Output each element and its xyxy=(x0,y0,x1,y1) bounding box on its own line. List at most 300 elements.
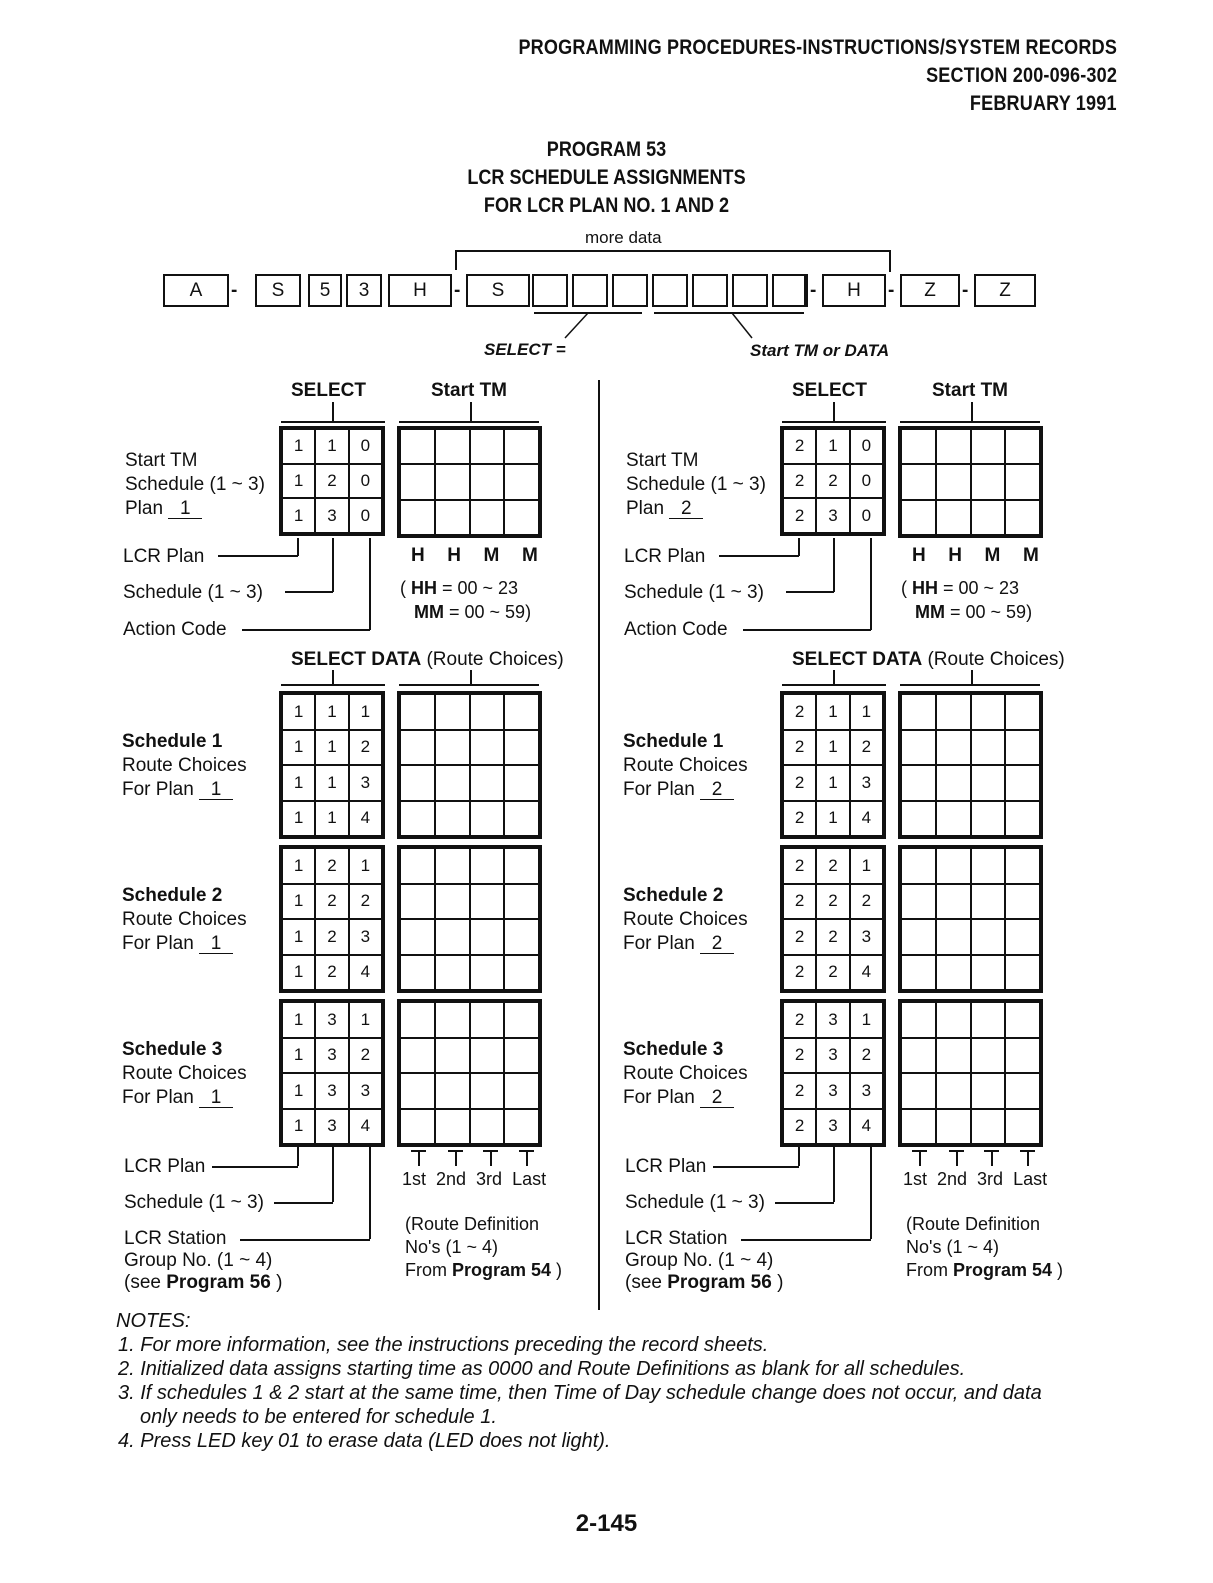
route-choices-word: (Route Choices) xyxy=(426,649,564,670)
select-cell: 1 xyxy=(315,765,348,801)
lcr-plan-label: LCR Plan xyxy=(123,546,205,567)
hh-key: HH xyxy=(912,578,938,598)
select-cell: 0 xyxy=(850,464,883,499)
schedule-range-label: Schedule (1 ~ 3) xyxy=(123,582,263,603)
select-cell: 4 xyxy=(850,955,883,991)
ordinal-tick xyxy=(526,1150,528,1166)
route-data-cell xyxy=(901,955,936,991)
route-data-cell xyxy=(936,694,971,730)
route-data-cell xyxy=(435,1002,470,1038)
route-data-cell xyxy=(400,955,435,991)
for-plan-word: For Plan xyxy=(623,779,695,800)
select-cell: 2 xyxy=(783,498,816,533)
plan-side-label xyxy=(125,498,202,520)
route-data-grid xyxy=(397,845,542,993)
select-cell: 2 xyxy=(315,955,348,991)
leader-line xyxy=(870,538,872,630)
schedule-name: Schedule 2 xyxy=(623,885,724,906)
select-cell: 1 xyxy=(282,765,315,801)
route-data-cell xyxy=(936,1109,971,1145)
route-data-cell xyxy=(400,694,435,730)
select-cell: 3 xyxy=(315,1038,348,1074)
select-cell: 4 xyxy=(349,801,382,837)
start-tm-cell xyxy=(435,464,470,499)
key-dash: - xyxy=(962,280,969,301)
route-data-cell xyxy=(435,1038,470,1074)
more-data-arrow xyxy=(455,250,457,270)
route-data-cell xyxy=(504,730,539,766)
leader-line xyxy=(786,591,834,593)
select-cell: 4 xyxy=(850,1109,883,1145)
route-data-grid xyxy=(898,845,1043,993)
route-data-cell xyxy=(901,848,936,884)
select-cell: 2 xyxy=(783,919,816,955)
schedule-select-grid xyxy=(279,999,385,1147)
route-data-cell xyxy=(470,1038,505,1074)
ordinal-tick-cap xyxy=(1020,1150,1035,1152)
select-data-rule xyxy=(782,684,886,686)
start-tm-cell xyxy=(400,500,435,535)
action-code-label: Action Code xyxy=(123,619,227,640)
data-tick xyxy=(971,670,973,684)
mm-range-label xyxy=(915,602,1032,623)
key-box: S xyxy=(466,274,530,307)
for-plan-label xyxy=(122,779,233,801)
start-tm-cell xyxy=(936,464,971,499)
route-data-cell xyxy=(504,1109,539,1145)
center-divider xyxy=(598,380,600,1310)
select-cell: 2 xyxy=(783,464,816,499)
key-dash: - xyxy=(810,280,817,301)
plan-number: 2 xyxy=(700,781,734,800)
route-data-cell xyxy=(400,765,435,801)
route-data-cell xyxy=(901,1109,936,1145)
more-data-bracket xyxy=(456,250,890,252)
route-data-cell xyxy=(936,1038,971,1074)
select-header: SELECT xyxy=(291,380,366,401)
route-data-cell xyxy=(400,1073,435,1109)
select-cell: 3 xyxy=(816,1109,849,1145)
select-cell: 1 xyxy=(315,801,348,837)
start-header-tick xyxy=(971,402,973,421)
route-data-cell xyxy=(901,694,936,730)
select-cell: 1 xyxy=(282,498,315,533)
route-data-cell xyxy=(435,1073,470,1109)
select-cell: 1 xyxy=(315,730,348,766)
hh-open: ( xyxy=(400,578,411,598)
data-tick xyxy=(470,670,472,684)
plan-number: 2 xyxy=(700,935,734,954)
route-choices-label: Route Choices xyxy=(122,909,247,930)
hh-range-label xyxy=(901,578,1019,599)
schedule-select-grid xyxy=(780,691,886,839)
route-data-cell xyxy=(504,848,539,884)
select-cell: 3 xyxy=(315,1002,348,1038)
ordinal-tick-cap xyxy=(912,1150,927,1152)
select-cell: 1 xyxy=(349,694,382,730)
select-cell: 3 xyxy=(349,919,382,955)
start-tm-cell xyxy=(901,464,936,499)
route-data-grid xyxy=(898,999,1043,1147)
select-cell: 2 xyxy=(850,1038,883,1074)
select-header-tick xyxy=(833,402,835,421)
ordinal-labels: 1st 2nd 3rd Last xyxy=(903,1169,1048,1189)
plan-number: 1 xyxy=(199,781,233,800)
route-data-cell xyxy=(901,1038,936,1074)
start-tm-cell xyxy=(1005,429,1040,464)
select-data-header xyxy=(792,649,1065,671)
select-cell: 1 xyxy=(282,955,315,991)
leader-line xyxy=(775,1202,834,1204)
select-cell: 1 xyxy=(282,1073,315,1109)
select-cell: 2 xyxy=(783,1038,816,1074)
select-cell: 1 xyxy=(282,464,315,499)
route-definition-label: (Route Definition xyxy=(405,1214,540,1234)
route-data-cell xyxy=(435,884,470,920)
leader-line xyxy=(274,1202,333,1204)
note-4: 4. Press LED key 01 to erase data (LED does not light). xyxy=(118,1430,611,1452)
hh-key: HH xyxy=(411,578,437,598)
route-data-cell xyxy=(504,884,539,920)
schedule-range-side-label: Schedule (1 ~ 3) xyxy=(626,474,766,495)
select-cell: 2 xyxy=(816,464,849,499)
select-cell: 2 xyxy=(783,765,816,801)
route-data-cell xyxy=(971,730,1006,766)
page-number: 2-145 xyxy=(575,1510,638,1537)
start-header-rule xyxy=(399,421,539,423)
select-data-tick xyxy=(332,670,334,684)
start-tm-cell xyxy=(504,464,539,499)
route-data-cell xyxy=(936,848,971,884)
select-cell: 1 xyxy=(315,429,348,464)
select-cell: 1 xyxy=(850,694,883,730)
route-choices-label: Route Choices xyxy=(122,1063,247,1084)
select-cell: 2 xyxy=(850,884,883,920)
see-open: (see xyxy=(124,1272,167,1293)
route-data-cell xyxy=(435,765,470,801)
start-header-rule xyxy=(900,421,1040,423)
select-header-tick xyxy=(332,402,334,421)
route-data-cell xyxy=(470,801,505,837)
select-header-rule xyxy=(782,421,886,423)
route-choices-label: Route Choices xyxy=(623,909,748,930)
select-word: SELECT xyxy=(792,649,867,670)
route-data-cell xyxy=(971,1073,1006,1109)
start-tm-cell xyxy=(470,464,505,499)
schedule-select-grid xyxy=(780,999,886,1147)
plan-number: 2 xyxy=(700,1089,734,1108)
bracket-lines xyxy=(0,300,1213,360)
for-plan-word: For Plan xyxy=(122,779,194,800)
route-data-cell xyxy=(936,1073,971,1109)
route-data-grid xyxy=(397,691,542,839)
key-box: Z xyxy=(974,274,1036,307)
route-data-cell xyxy=(936,730,971,766)
select-cell: 3 xyxy=(349,1073,382,1109)
route-data-cell xyxy=(435,955,470,991)
start-tm-cell xyxy=(971,464,1006,499)
for-plan-label xyxy=(122,933,233,955)
more-data-label: more data xyxy=(585,228,662,247)
schedule-select-grid xyxy=(279,845,385,993)
ordinal-labels: 1st 2nd 3rd Last xyxy=(402,1169,547,1189)
see-program-label xyxy=(625,1272,783,1294)
route-data-cell xyxy=(936,765,971,801)
select-cell: 1 xyxy=(282,730,315,766)
route-data-cell xyxy=(1005,884,1040,920)
key-dash: - xyxy=(888,280,895,301)
plan-number: 2 xyxy=(669,500,703,519)
route-data-cell xyxy=(435,730,470,766)
select-cell: 2 xyxy=(315,848,348,884)
ordinal-tick xyxy=(919,1150,921,1166)
from-open: From xyxy=(906,1260,953,1280)
mm-range-label xyxy=(414,602,531,623)
start-tm-side-label: Start TM xyxy=(626,450,699,471)
select-cell: 0 xyxy=(850,429,883,464)
select-cell: 1 xyxy=(282,694,315,730)
route-data-cell xyxy=(901,884,936,920)
route-choices-label: Route Choices xyxy=(623,755,748,776)
see-program-label xyxy=(124,1272,282,1294)
for-plan-label xyxy=(623,933,734,955)
ordinal-tick xyxy=(418,1150,420,1166)
route-data-cell xyxy=(400,1002,435,1038)
route-data-cell xyxy=(470,1073,505,1109)
group-no-label: Group No. (1 ~ 4) xyxy=(625,1250,774,1271)
group-no-label: Group No. (1 ~ 4) xyxy=(124,1250,273,1271)
note-3-cont: only needs to be entered for schedule 1. xyxy=(140,1406,497,1428)
leader-line xyxy=(369,538,371,630)
route-data-cell xyxy=(971,848,1006,884)
for-plan-label xyxy=(623,1087,734,1109)
key-box: A xyxy=(163,274,229,307)
ordinal-tick-cap xyxy=(949,1150,964,1152)
leader-line xyxy=(212,1166,298,1168)
route-data-cell xyxy=(971,955,1006,991)
route-data-cell xyxy=(971,1038,1006,1074)
select-cell: 1 xyxy=(282,429,315,464)
mm-range: = 00 ~ 59) xyxy=(945,602,1033,622)
from-program-label xyxy=(405,1260,562,1281)
select-cell: 1 xyxy=(282,848,315,884)
schedule-name: Schedule 3 xyxy=(122,1039,223,1060)
route-data-cell xyxy=(936,884,971,920)
select-cell: 3 xyxy=(816,1038,849,1074)
notes-heading: NOTES: xyxy=(116,1310,191,1332)
route-data-cell xyxy=(435,848,470,884)
start-tm-side-label: Start TM xyxy=(125,450,198,471)
select-cell: 2 xyxy=(783,1002,816,1038)
schedule-range-side-label: Schedule (1 ~ 3) xyxy=(125,474,265,495)
schedule-range-label: Schedule (1 ~ 3) xyxy=(624,582,764,603)
select-cell: 4 xyxy=(349,1109,382,1145)
select-cell: 3 xyxy=(850,765,883,801)
route-choices-label: Route Choices xyxy=(122,755,247,776)
header-line-2: SECTION 200-096-302 xyxy=(926,64,1117,87)
leader-line xyxy=(369,1147,371,1239)
route-data-cell xyxy=(936,1002,971,1038)
start-tm-cell xyxy=(470,429,505,464)
route-data-cell xyxy=(901,1002,936,1038)
select-cell: 3 xyxy=(850,1073,883,1109)
ordinal-tick xyxy=(1027,1150,1029,1166)
plan-number: 1 xyxy=(199,1089,233,1108)
data-rule xyxy=(399,684,539,686)
route-data-cell xyxy=(971,801,1006,837)
from-program-label xyxy=(906,1260,1063,1281)
route-data-cell xyxy=(435,919,470,955)
route-data-cell xyxy=(971,694,1006,730)
note-3: 3. If schedules 1 & 2 start at the same time, then Time of Day schedule change does not occur, and data xyxy=(118,1382,1042,1404)
route-data-cell xyxy=(400,848,435,884)
route-data-grid xyxy=(898,691,1043,839)
select-cell: 4 xyxy=(349,955,382,991)
leader-line xyxy=(285,591,333,593)
select-header: SELECT xyxy=(792,380,867,401)
start-tm-header: Start TM xyxy=(932,380,1008,401)
select-cell: 3 xyxy=(816,1073,849,1109)
route-data-cell xyxy=(1005,1038,1040,1074)
route-definition-label: (Route Definition xyxy=(906,1214,1041,1234)
mm-key: MM xyxy=(915,602,945,622)
select-cell: 2 xyxy=(783,848,816,884)
start-tm-cell xyxy=(1005,464,1040,499)
route-data-cell xyxy=(901,801,936,837)
start-tm-cell xyxy=(971,429,1006,464)
start-tm-cell xyxy=(901,429,936,464)
schedule-name: Schedule 1 xyxy=(623,731,724,752)
select-cell: 1 xyxy=(282,1002,315,1038)
select-cell: 1 xyxy=(816,801,849,837)
lcr-station-label: LCR Station xyxy=(625,1228,728,1249)
for-plan-word: For Plan xyxy=(122,933,194,954)
start-header-tick xyxy=(470,402,472,421)
plan-number: 1 xyxy=(168,500,202,519)
leader-line xyxy=(218,555,298,557)
route-data-cell xyxy=(400,801,435,837)
route-data-grid xyxy=(397,999,542,1147)
select-cell: 2 xyxy=(850,730,883,766)
mm-range: = 00 ~ 59) xyxy=(444,602,532,622)
leader-line xyxy=(798,1147,800,1166)
ordinal-tick-cap xyxy=(519,1150,534,1152)
select-cell: 3 xyxy=(349,765,382,801)
select-cell: 1 xyxy=(850,1002,883,1038)
select-cell: 1 xyxy=(816,730,849,766)
select-cell: 2 xyxy=(783,694,816,730)
plan-word: Plan xyxy=(626,498,665,519)
leader-line xyxy=(242,629,370,631)
leader-line xyxy=(719,555,799,557)
select-cell: 2 xyxy=(816,955,849,991)
start-tm-cell xyxy=(470,500,505,535)
route-data-cell xyxy=(901,730,936,766)
route-data-cell xyxy=(901,765,936,801)
ordinal-tick-cap xyxy=(448,1150,463,1152)
route-data-cell xyxy=(901,919,936,955)
for-plan-label xyxy=(122,1087,233,1109)
from-close: ) xyxy=(551,1260,563,1280)
hh-range: = 00 ~ 23 xyxy=(437,578,519,598)
route-data-cell xyxy=(400,730,435,766)
route-data-cell xyxy=(1005,801,1040,837)
lcr-plan-label: LCR Plan xyxy=(625,1156,707,1177)
from-close: ) xyxy=(1052,1260,1064,1280)
leader-line xyxy=(798,538,800,556)
plan-side-label xyxy=(626,498,703,520)
select-cell: 3 xyxy=(315,1109,348,1145)
program-subtitle-2: FOR LCR PLAN NO. 1 AND 2 xyxy=(483,194,730,217)
hhmm-label: H H M M xyxy=(411,545,538,566)
select-cell: 2 xyxy=(315,884,348,920)
start-select-grid xyxy=(780,426,886,536)
route-data-cell xyxy=(504,1002,539,1038)
select-cell: 2 xyxy=(349,884,382,920)
route-def-range-label: No's (1 ~ 4) xyxy=(906,1237,999,1257)
from-open: From xyxy=(405,1260,452,1280)
hhmm-label: H H M M xyxy=(912,545,1039,566)
route-data-cell xyxy=(1005,848,1040,884)
select-cell: 3 xyxy=(850,919,883,955)
key-box: 3 xyxy=(346,274,382,307)
select-cell: 2 xyxy=(783,801,816,837)
route-data-cell xyxy=(1005,1073,1040,1109)
route-data-cell xyxy=(470,730,505,766)
select-cell: 1 xyxy=(349,1002,382,1038)
select-eq-label: SELECT = xyxy=(484,340,566,359)
leader-line xyxy=(332,1147,334,1202)
start-tm-grid xyxy=(898,426,1043,538)
route-data-cell xyxy=(400,919,435,955)
route-data-cell xyxy=(400,884,435,920)
ordinal-tick xyxy=(455,1150,457,1166)
route-data-cell xyxy=(504,1073,539,1109)
key-dash: - xyxy=(231,280,238,301)
key-box: H xyxy=(388,274,452,307)
route-data-cell xyxy=(470,1002,505,1038)
route-data-cell xyxy=(470,884,505,920)
select-cell: 2 xyxy=(349,1038,382,1074)
start-select-grid xyxy=(279,426,385,536)
select-cell: 2 xyxy=(783,429,816,464)
mm-key: MM xyxy=(414,602,444,622)
see-program: Program 56 xyxy=(667,1272,772,1293)
key-box: S xyxy=(255,274,301,307)
key-box: 5 xyxy=(308,274,342,307)
start-tm-cell xyxy=(1005,500,1040,535)
route-data-cell xyxy=(470,955,505,991)
start-tm-cell xyxy=(936,429,971,464)
key-dash: - xyxy=(454,280,461,301)
route-def-range-label: No's (1 ~ 4) xyxy=(405,1237,498,1257)
select-cell: 1 xyxy=(282,919,315,955)
from-program: Program 54 xyxy=(452,1260,552,1280)
route-data-cell xyxy=(971,1002,1006,1038)
header-line-1: PROGRAMMING PROCEDURES-INSTRUCTIONS/SYSTEM RECORDS xyxy=(518,36,1117,59)
select-cell: 1 xyxy=(282,884,315,920)
select-cell: 2 xyxy=(783,730,816,766)
route-data-cell xyxy=(435,694,470,730)
select-cell: 3 xyxy=(315,498,348,533)
select-cell: 0 xyxy=(349,464,382,499)
start-tm-cell xyxy=(901,500,936,535)
ordinal-tick xyxy=(956,1150,958,1166)
select-word: SELECT xyxy=(291,649,366,670)
select-cell: 2 xyxy=(783,1073,816,1109)
select-cell: 2 xyxy=(315,464,348,499)
hh-open: ( xyxy=(901,578,912,598)
